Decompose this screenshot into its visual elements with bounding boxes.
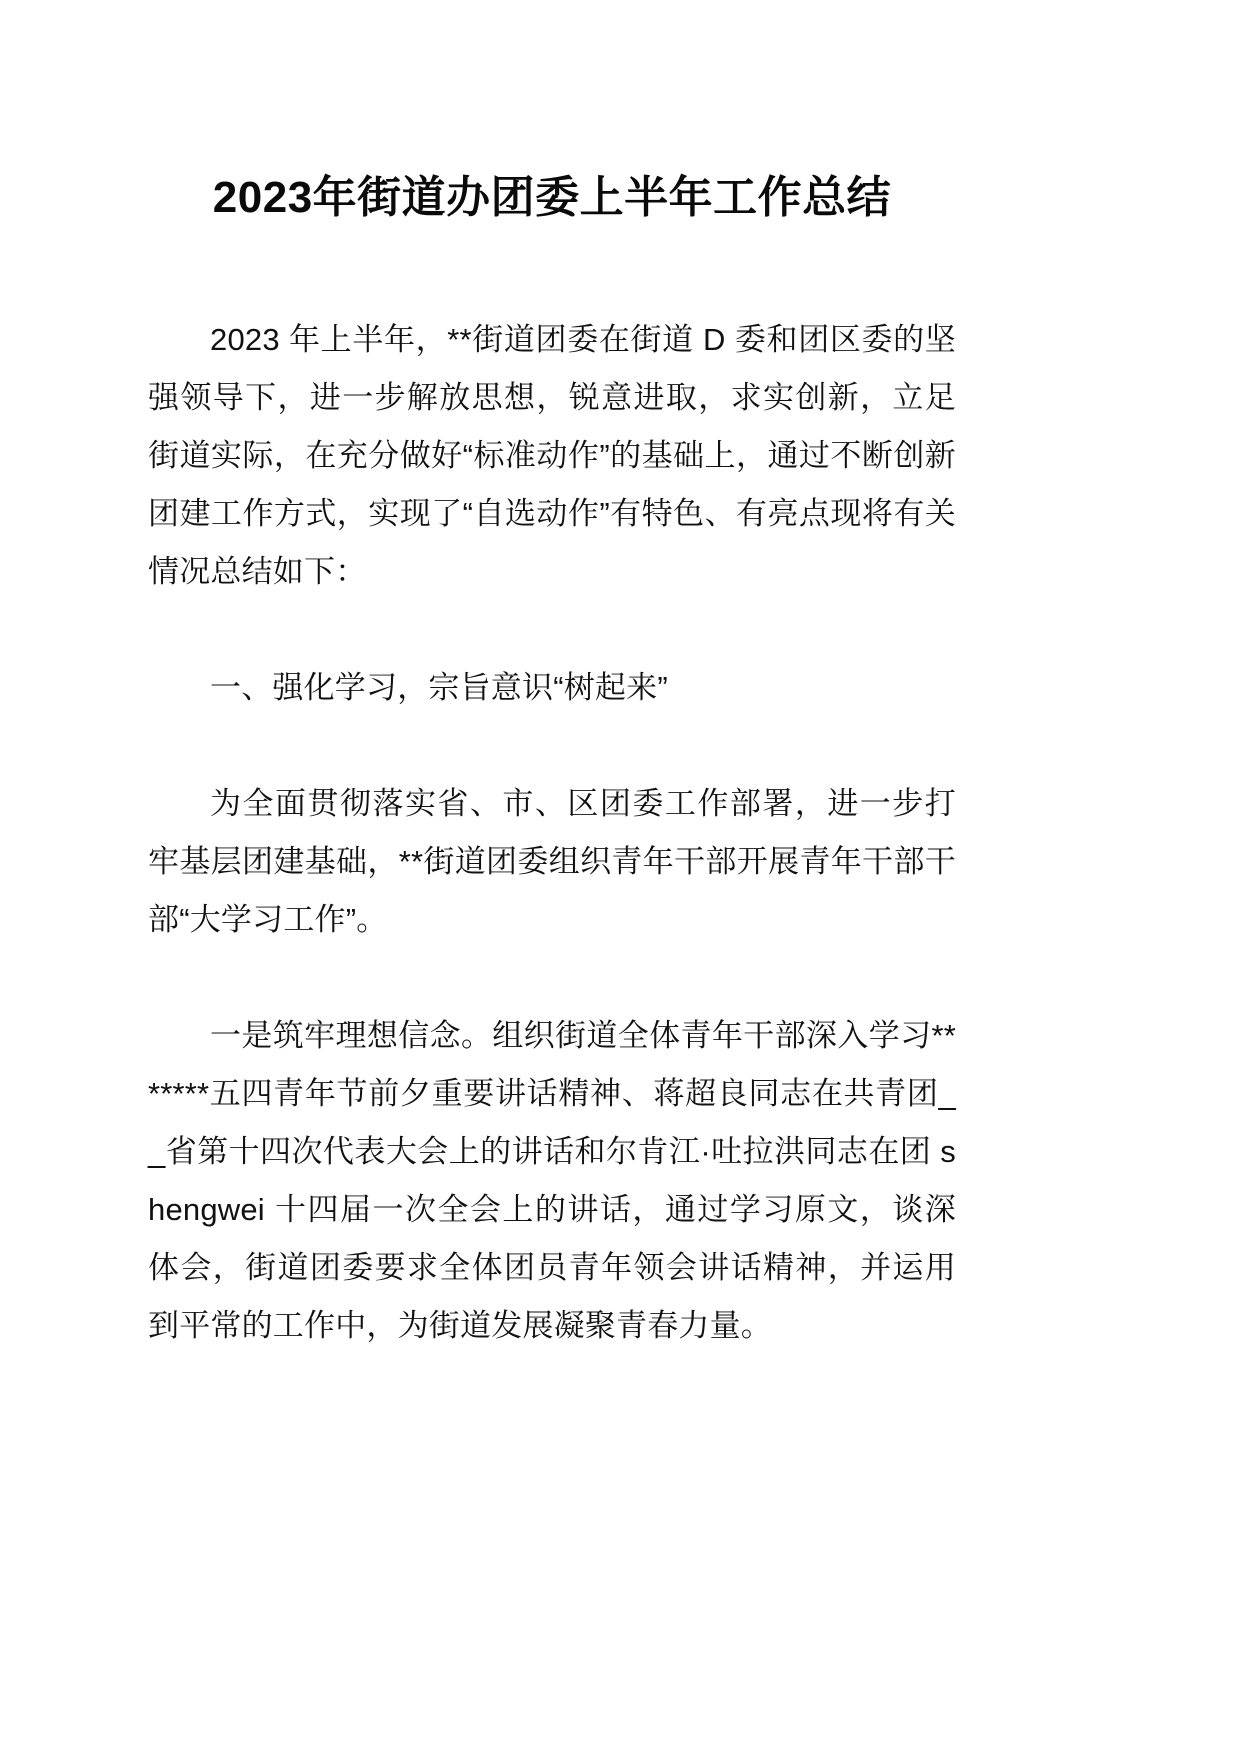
section-heading-one: 一、强化学习，宗旨意识“树起来” <box>210 670 668 706</box>
section-one-paragraph-1: 为全面贯彻落实省、市、区团委工作部署，进一步打牢基层团建基础，**街道团委组织青年干部开展青年干部干部“大学习工作”。 <box>148 786 956 938</box>
intro-paragraph: 2023 年上半年，**街道团委在街道 D 委和团区委的坚强领导下，进一步解放思想，锐意进取，求实创新，立足街道实际，在充分做好“标准动作”的基础上，通过不断创新团建工作方式，实现了“自选动作”有特色、有亮点现将有关情况总结如下： <box>148 322 956 590</box>
section-one-paragraph-2: 一是筑牢理想信念。组织街道全体青年干部深入学习*******五四青年节前夕重要讲话精神、蒋超良同志在共青团__省第十四次代表大会上的讲话和尔肯江·吐拉洪同志在团 shengwei 十四届一次全会上的讲话，通过学习原文，谈深体会，街道团委要求全体团员青年领会讲话精神，并运用到平常的工作中，为街道发展凝聚青春力量。 <box>148 1018 956 1344</box>
page-content-column <box>148 0 956 1355</box>
page-title: 2023年街道办团委上半年工作总结 <box>212 173 892 222</box>
document-body <box>148 311 956 1355</box>
